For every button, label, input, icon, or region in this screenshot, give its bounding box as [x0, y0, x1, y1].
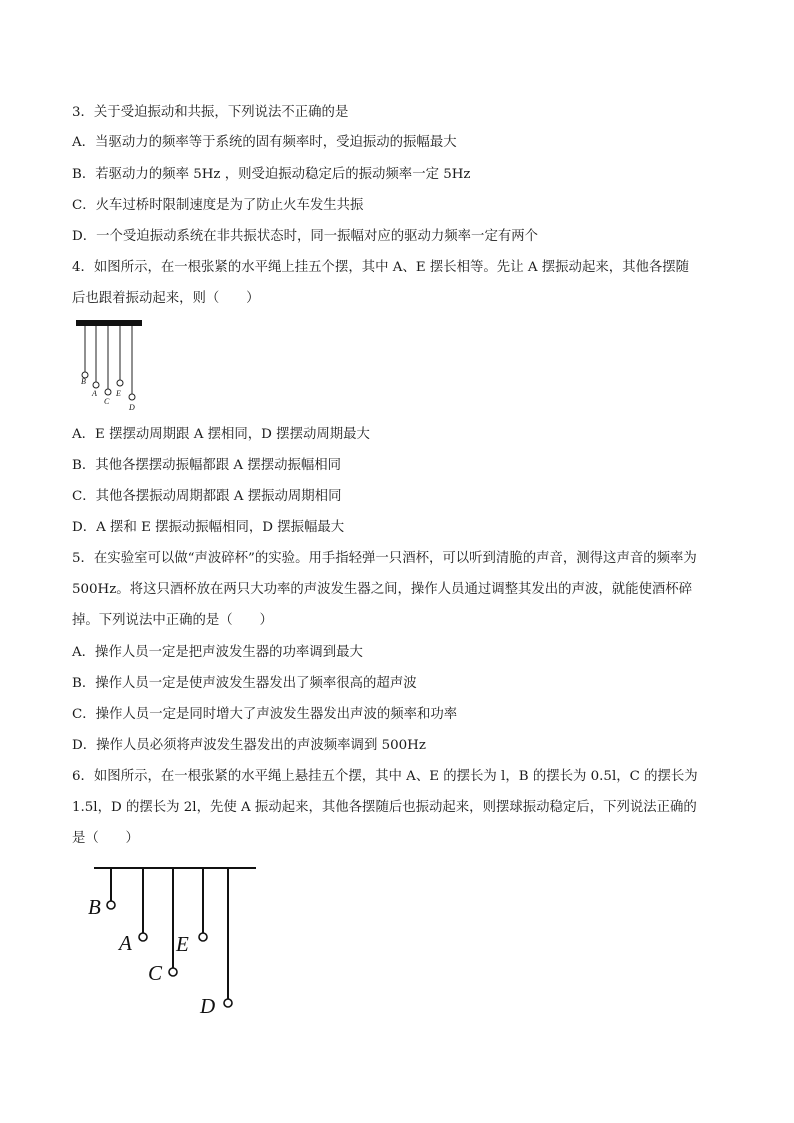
q4-pendulum-d [129, 326, 135, 400]
q4-label-a: A [92, 389, 97, 398]
q6-stem-line1: 6．如图所示，在一根张紧的水平绳上悬挂五个摆，其中 A、E 的摆长为 l，B 的摆长为 0.5l，C 的摆长为 [72, 769, 698, 784]
q6-pendulum-d [224, 868, 232, 1007]
q4-pendulum-a [93, 326, 99, 388]
q4-option-a: A．E 摆摆动周期跟 A 摆相同，D 摆摆动周期最大 [72, 427, 370, 442]
q6-label-e: E [176, 932, 189, 956]
q3-option-d: D．一个受迫振动系统在非共振状态时，同一振幅对应的驱动力频率一定有两个 [72, 229, 539, 244]
q6-pendulum-figure [80, 860, 270, 1020]
q4-stem-line1: 4．如图所示，在一根张紧的水平绳上挂五个摆，其中 A、E 摆长相等。先让 A 摆振动起来，其他各摆随 [72, 260, 690, 275]
q4-pendulum-b [82, 326, 88, 378]
q3-option-c: C．火车过桥时限制速度是为了防止火车发生共振 [72, 198, 364, 213]
q4-stem-line2: 后也跟着振动起来，则（ ） [72, 291, 260, 306]
q4-pendulum-figure [72, 314, 152, 414]
q6-label-a: A [119, 931, 132, 955]
q3-option-b: B．若驱动力的频率 5Hz ，则受迫振动稳定后的振动频率一定 5Hz [72, 167, 471, 182]
q6-pendulum-a [139, 868, 147, 941]
q4-support-bar [76, 320, 142, 326]
q5-option-d: D．操作人员必须将声波发生器发出的声波频率调到 500Hz [72, 738, 426, 753]
q6-label-b: B [88, 895, 101, 919]
q5-option-c: C．操作人员一定是同时增大了声波发生器发出声波的频率和功率 [72, 707, 458, 722]
q6-label-c: C [148, 961, 163, 985]
q5-stem-line2: 500Hz。将这只酒杯放在两只大功率的声波发生器之间，操作人员通过调整其发出的声波，就能使酒杯碎 [72, 582, 693, 597]
q4-label-b: B [81, 377, 86, 386]
q4-pendulum-c [105, 326, 111, 395]
q6-label-d: D [200, 994, 216, 1018]
q4-option-d: D．A 摆和 E 摆振动振幅相同，D 摆振幅最大 [72, 520, 345, 535]
q6-stem-line2: 1.5l，D 的摆长为 2l，先使 A 振动起来，其他各摆随后也振动起来，则摆球振动稳定后，下列说法正确的 [72, 800, 697, 815]
q6-pendulum-e [199, 868, 207, 941]
q4-option-b: B．其他各摆摆动振幅都跟 A 摆摆动振幅相同 [72, 458, 342, 473]
q5-stem-line3: 掉。下列说法中正确的是（ ） [72, 613, 273, 628]
q3-stem: 3．关于受迫振动和共振，下列说法不正确的是 [72, 105, 349, 120]
q4-option-c: C．其他各摆振动周期都跟 A 摆振动周期相同 [72, 489, 342, 504]
q4-label-c: C [104, 397, 110, 406]
q6-pendulum-c [169, 868, 177, 976]
q6-pendulum-b [107, 868, 115, 909]
q5-option-a: A．操作人员一定是把声波发生器的功率调到最大 [72, 645, 363, 660]
q4-label-d: D [129, 403, 135, 412]
q4-pendulum-e [117, 326, 123, 386]
q5-option-b: B．操作人员一定是使声波发生器发出了频率很高的超声波 [72, 676, 417, 691]
q6-stem-line3: 是（ ） [72, 831, 139, 846]
q4-label-e: E [116, 389, 121, 398]
q3-option-a: A．当驱动力的频率等于系统的固有频率时，受迫振动的振幅最大 [72, 135, 457, 150]
q5-stem-line1: 5．在实验室可以做“声波碎杯”的实验。用手指轻弹一只酒杯，可以听到清脆的声音，测得这声音的频率为 [72, 551, 697, 566]
